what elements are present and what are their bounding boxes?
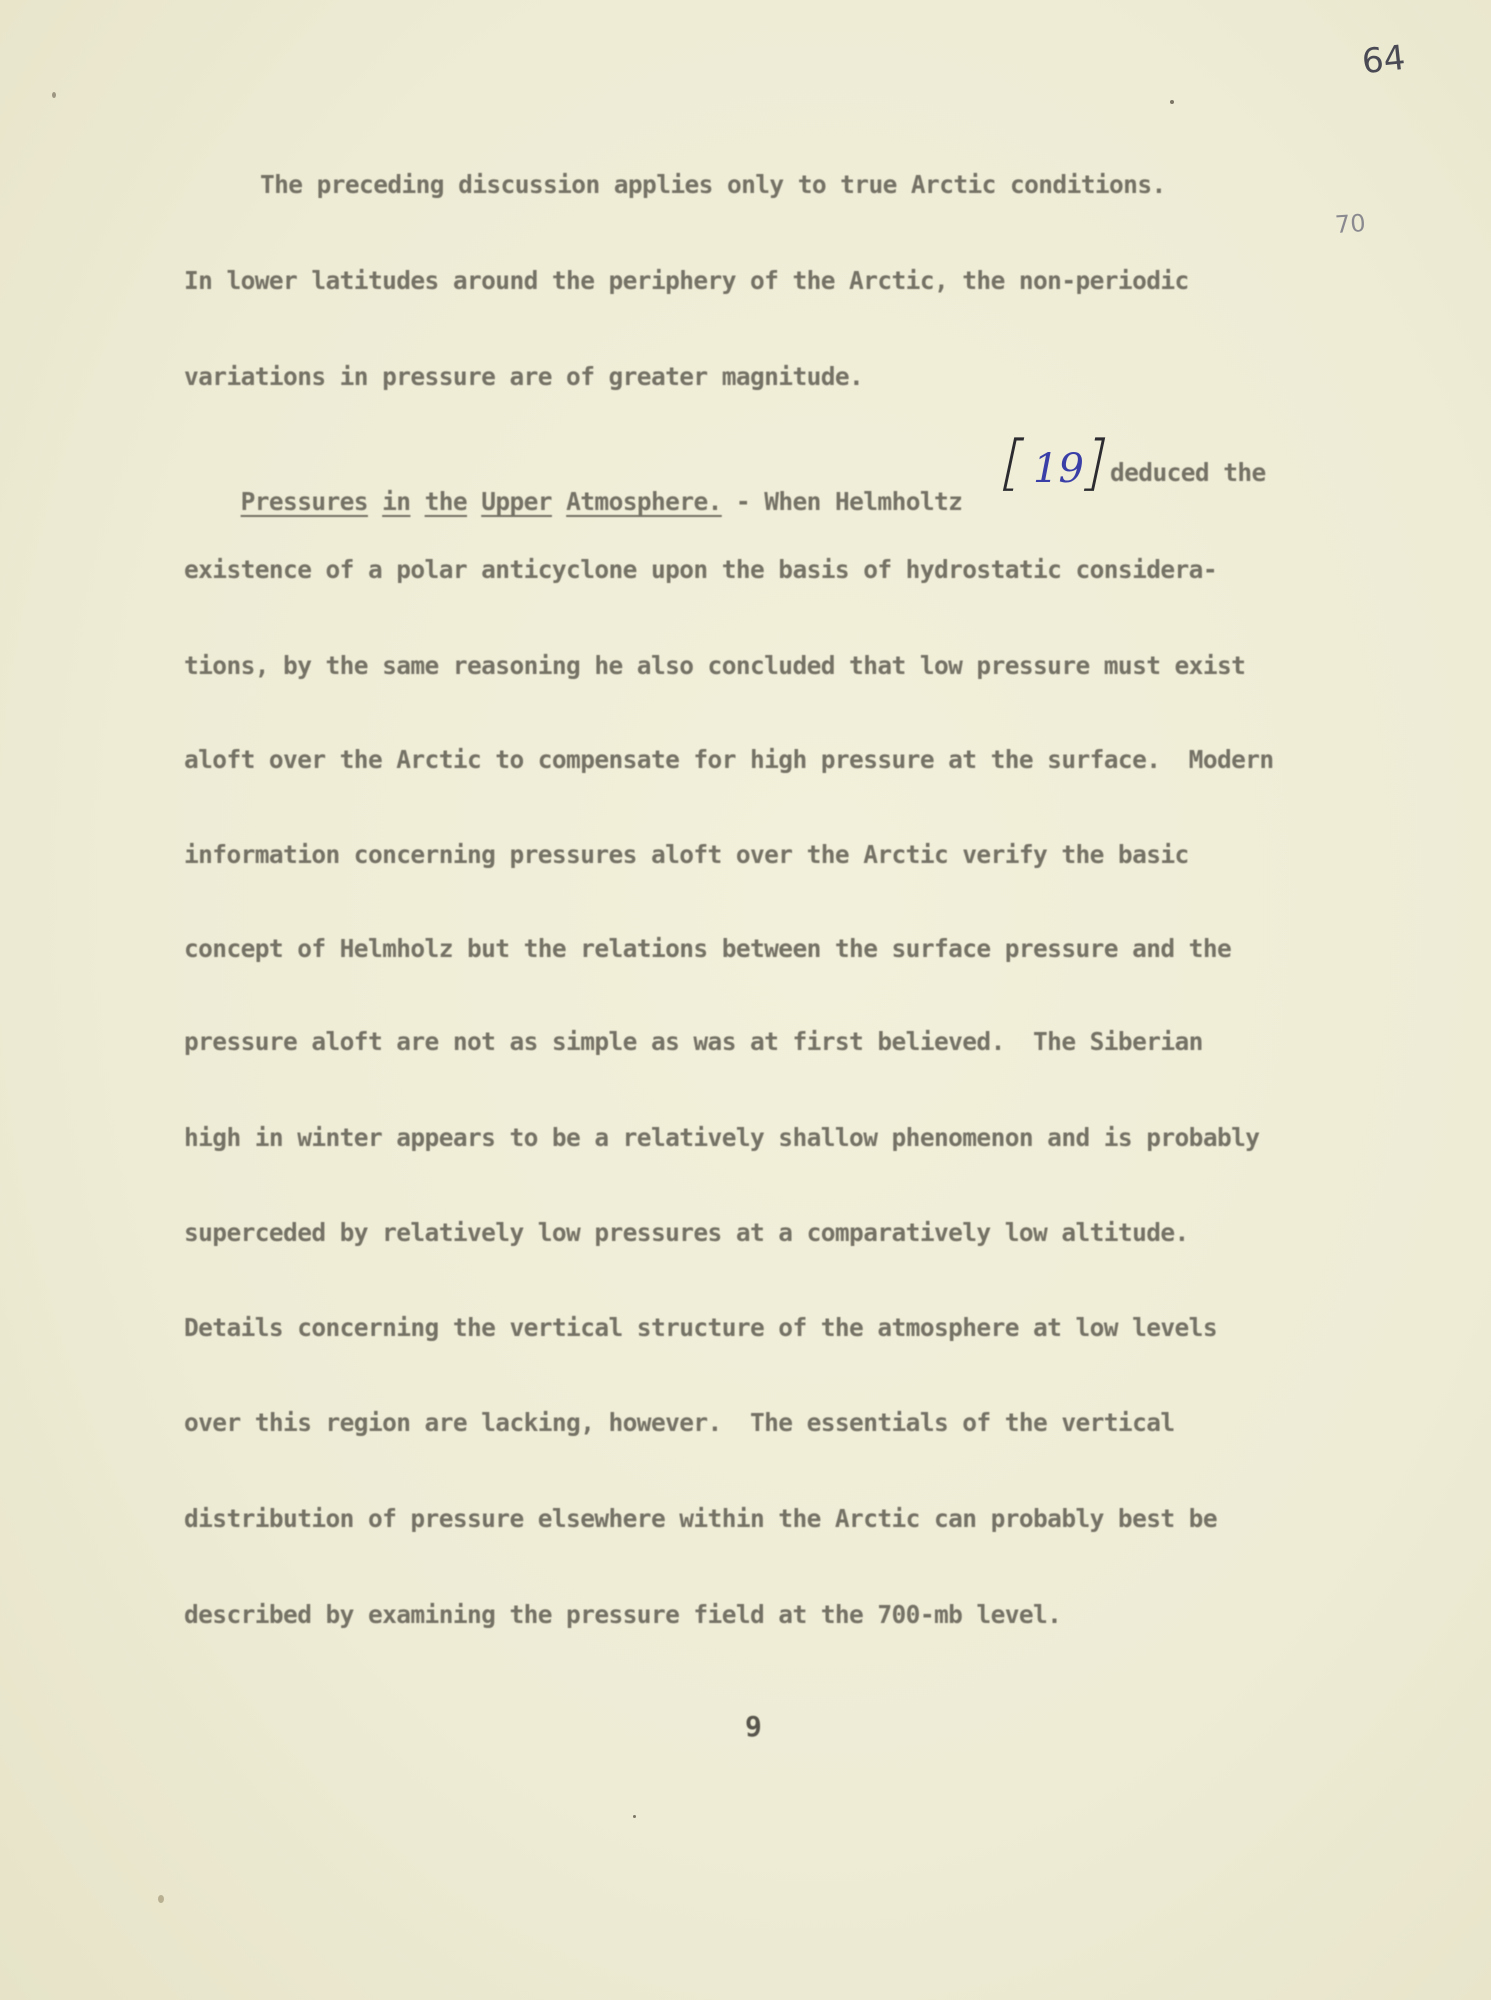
heading-word: Pressures: [240, 487, 368, 516]
text-line-15: distribution of pressure elsewhere within the Arctic can probably best be: [184, 1504, 1217, 1533]
paper-speck: [1170, 100, 1174, 104]
text-line-6: tions, by the same reasoning he also concluded that low pressure must exist: [184, 651, 1246, 680]
text-line-14: over this region are lacking, however. The essentials of the vertical: [184, 1408, 1175, 1437]
paper-speck: [52, 92, 56, 98]
text-line-13: Details concerning the vertical structure of the atmosphere at low levels: [184, 1313, 1217, 1342]
text-line-1: The preceding discussion applies only to true Arctic conditions.: [260, 170, 1166, 199]
heading-continuation: - When Helmholtz: [721, 487, 963, 516]
text-line-8: information concerning pressures aloft over the Arctic verify the basic: [184, 840, 1189, 869]
text-line-16: described by examining the pressure field at the 700-mb level.: [184, 1600, 1062, 1629]
handwritten-page-number: 64: [1360, 37, 1408, 83]
paper-speck: [158, 1895, 164, 1903]
heading-word: Atmosphere.: [566, 487, 722, 516]
heading-word: the: [424, 487, 468, 516]
page-folio-number: 9: [745, 1710, 762, 1743]
reference-bracket-right: ]: [1075, 428, 1114, 498]
paper-speck: [633, 1815, 636, 1818]
text-line-4-end: deduced the: [1110, 458, 1266, 487]
heading-word: in: [382, 487, 411, 516]
handwritten-reference-number: 19: [1033, 446, 1084, 492]
section-heading-line: [184, 458, 962, 545]
text-line-7: aloft over the Arctic to compensate for high pressure at the surface. Modern: [184, 745, 1274, 774]
heading-word: Upper: [481, 487, 552, 516]
text-line-9: concept of Helmholz but the relations between the surface pressure and the: [184, 934, 1232, 963]
text-line-5: existence of a polar anticyclone upon the basis of hydrostatic considera-: [184, 555, 1217, 584]
reference-bracket-left: [: [994, 428, 1033, 498]
text-line-12: superceded by relatively low pressures at a comparatively low altitude.: [184, 1218, 1189, 1247]
text-line-2: In lower latitudes around the periphery of the Arctic, the non-periodic: [184, 266, 1189, 295]
text-line-3: variations in pressure are of greater magnitude.: [184, 362, 864, 391]
pencil-page-number: 70: [1334, 208, 1367, 240]
text-line-10: pressure aloft are not as simple as was at first believed. The Siberian: [184, 1027, 1203, 1056]
text-line-11: high in winter appears to be a relatively shallow phenomenon and is probably: [184, 1123, 1260, 1152]
